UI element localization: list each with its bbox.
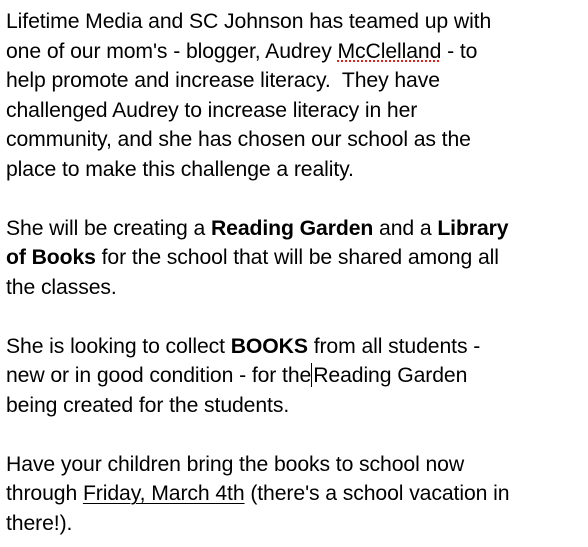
paragraph-deadline <box>6 450 586 539</box>
text-line: Have your children bring the books to school now <box>6 452 465 476</box>
text-run: for the school that will be shared among all <box>95 246 499 269</box>
text-line: Lifetime Media and SC Johnson has teamed up with <box>6 10 492 33</box>
text-line <box>6 479 586 509</box>
text-line: help promote and increase literacy. They have <box>6 69 440 92</box>
text-run: (there's a school vacation in <box>244 482 510 505</box>
text-line <box>6 243 586 273</box>
text-run: She is looking to collect <box>6 334 231 358</box>
bold-text: Library <box>437 216 509 240</box>
bold-text: of Books <box>6 246 96 269</box>
paragraph-intro <box>6 7 586 184</box>
text-line: there!). <box>6 511 73 535</box>
text-run: She will be creating a <box>6 216 211 240</box>
text-line: the classes. <box>6 275 117 299</box>
text-run: one of our mom's - blogger, Audrey <box>6 39 338 63</box>
text-run: new or in good condition - for the <box>6 364 312 387</box>
bold-text: Reading Garden <box>210 216 374 240</box>
text-run: Reading Garden <box>313 364 468 387</box>
paragraph-reading-garden <box>6 214 586 303</box>
text-line: being created for the students. <box>6 393 290 417</box>
bold-text: BOOKS <box>230 334 308 358</box>
paragraph-collect-books <box>6 332 586 421</box>
text-line <box>6 214 586 244</box>
text-line: challenged Audrey to increase literacy in her <box>6 98 418 122</box>
text-line <box>6 361 586 391</box>
misspelled-word[interactable]: McClelland <box>337 39 442 63</box>
text-line: place to make this challenge a reality. <box>6 157 354 181</box>
text-run: - to <box>441 39 478 63</box>
text-run: from all students - <box>307 334 481 358</box>
document-body[interactable] <box>6 7 586 538</box>
text-line <box>6 332 586 362</box>
text-line <box>6 37 586 67</box>
text-run: and a <box>373 216 438 240</box>
text-line: community, and she has chosen our school as the <box>6 128 471 151</box>
underlined-date: Friday, March 4th <box>82 482 245 505</box>
text-run: through <box>6 482 83 505</box>
